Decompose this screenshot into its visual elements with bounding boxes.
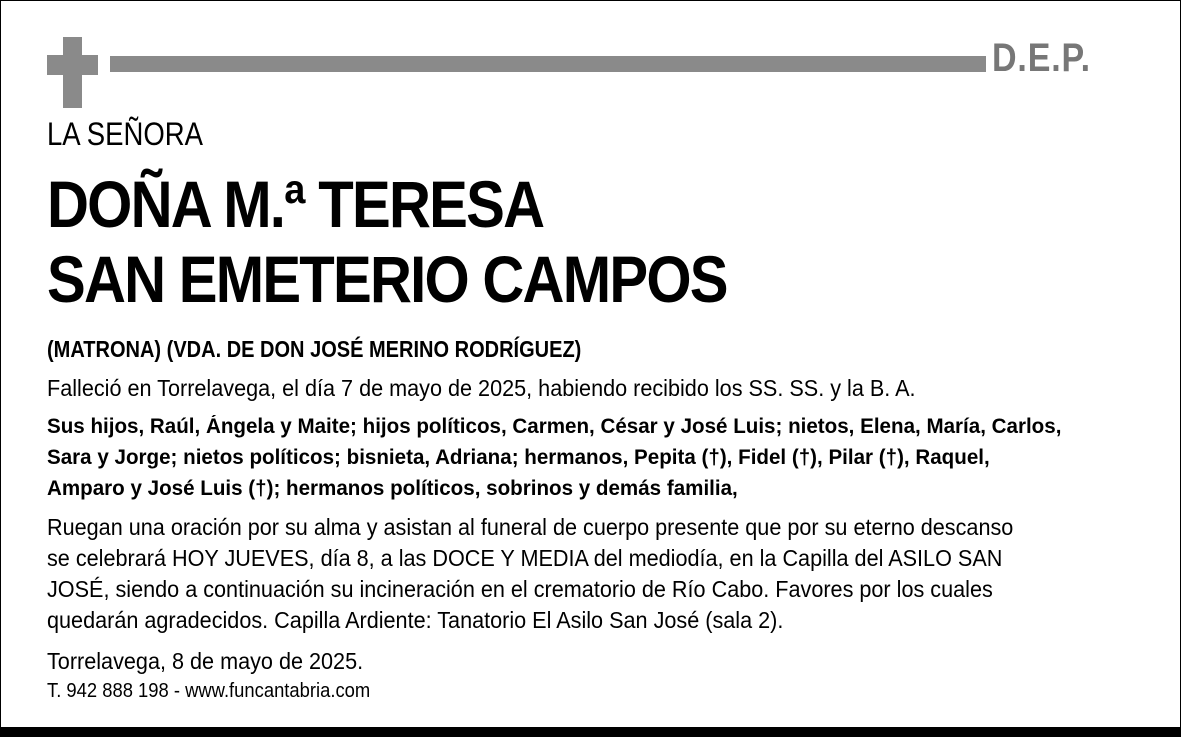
dep-label: D.E.P. [992, 36, 1091, 80]
cross-icon-arm [47, 55, 98, 75]
header-rule [110, 56, 986, 72]
service-line: Ruegan una oración por su alma y asistan al funeral de cuerpo presente que por su eterno descanso [47, 514, 1014, 540]
service-line: se celebrará HOY JUEVES, día 8, a las DOCE Y MEDIA del mediodía, en la Capilla del ASILO SAN [47, 545, 1003, 571]
family-line: Sara y Jorge; nietos políticos; bisnieta, Adriana; hermanos, Pepita (†), Fidel (†), Pilar (†), Raquel, [47, 446, 990, 469]
place-date: Torrelavega, 8 de mayo de 2025. [47, 648, 364, 674]
family-line: Amparo y José Luis (†); hermanos políticos, sobrinos y demás familia, [47, 477, 738, 500]
deceased-name-line1: DOÑA M.ª TERESA [47, 167, 544, 241]
death-notice: Falleció en Torrelavega, el día 7 de mayo de 2025, habiendo recibido los SS. SS. y la B. A. [47, 375, 916, 401]
deceased-name-line2: SAN EMETERIO CAMPOS [47, 242, 727, 316]
intro-label: LA SEÑORA [47, 116, 204, 152]
deceased-subtitle: (MATRONA) (VDA. DE DON JOSÉ MERINO RODRÍGUEZ) [47, 336, 582, 362]
contact-info: T. 942 888 198 - www.funcantabria.com [47, 680, 371, 702]
service-line: quedarán agradecidos. Capilla Ardiente: Tanatorio El Asilo San José (sala 2). [47, 607, 784, 633]
family-line: Sus hijos, Raúl, Ángela y Maite; hijos políticos, Carmen, César y José Luis; nietos, Elena, María, Carlos, [47, 415, 1062, 438]
bottom-border [0, 727, 1181, 737]
service-line: JOSÉ, siendo a continuación su incineración en el crematorio de Río Cabo. Favores por los cuales [47, 576, 993, 602]
